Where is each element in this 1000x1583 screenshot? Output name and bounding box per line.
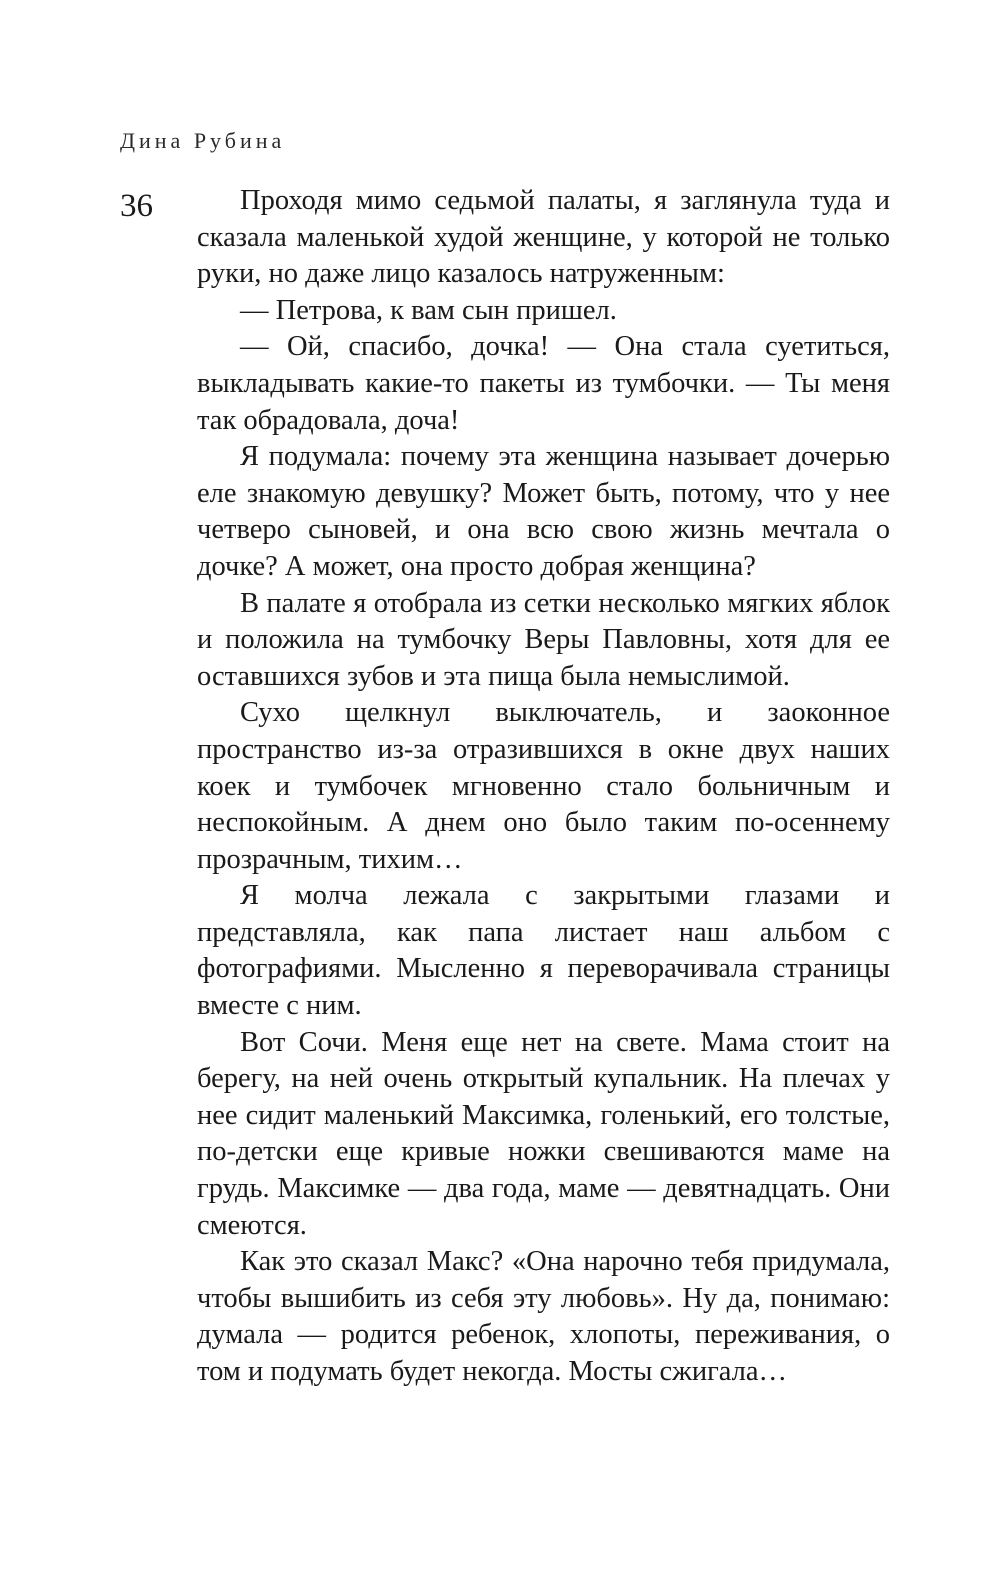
paragraph: — Ой, спасибо, дочка! — Она стала суетиться, выкладывать какие-то пакеты из тумбочки. — Ты меня так обрадовала, доча! <box>197 331 890 436</box>
paragraph: — Петрова, к вам сын пришел. <box>240 294 617 326</box>
paragraph: Сухо щелкнул выключатель, и заоконное пространство из-за отразившихся в окне двух наших коек и тумбочек мгновенно стало больничным и неспокойным. А днем оно было таким по-осеннему прозрачным, тихим… <box>197 697 890 875</box>
paragraph: Как это сказал Макс? «Она нарочно тебя придумала, чтобы вышибить из себя эту любовь». Ну да, понимаю: думала — родится ребенок, хлопоты, переживания, о том и подумать будет некогда. Мосты сжигала… <box>197 1246 890 1387</box>
paragraph: Я молча лежала с закрытыми глазами и представляла, как папа листает наш альбом с фотографиями. Мысленно я переворачивала страницы вместе с ним. <box>197 880 890 1022</box>
page-number: 36 <box>120 188 153 224</box>
paragraph: Вот Сочи. Меня еще нет на свете. Мама стоит на берегу, на ней очень открытый купальник. На плечах у нее сидит маленький Максимка, голенький, его толстые, по-детски еще кривые ножки свешиваются маме на грудь. Максимке — два года, маме — девятнадцать. Они смеются. <box>197 1026 890 1241</box>
paragraph: В палате я отобрала из сетки несколько мягких яблок и положила на тумбочку Веры Павловны, хотя для ее оставшихся зубов и эта пища была немыслимой. <box>197 587 890 692</box>
running-head-author: Дина Рубина <box>120 128 286 153</box>
paragraph: Я подумала: почему эта женщина называет дочерью еле знакомую девушку? Может быть, потому, что у нее четверо сыновей, и она всю свою жизнь мечтала о дочке? А может, она просто добрая женщина? <box>197 441 890 582</box>
paragraph: Проходя мимо седьмой палаты, я заглянула туда и сказала маленькой худой женщине, у которой не только руки, но даже лицо казалось натруженным: <box>197 185 890 290</box>
body-text <box>197 183 890 1391</box>
